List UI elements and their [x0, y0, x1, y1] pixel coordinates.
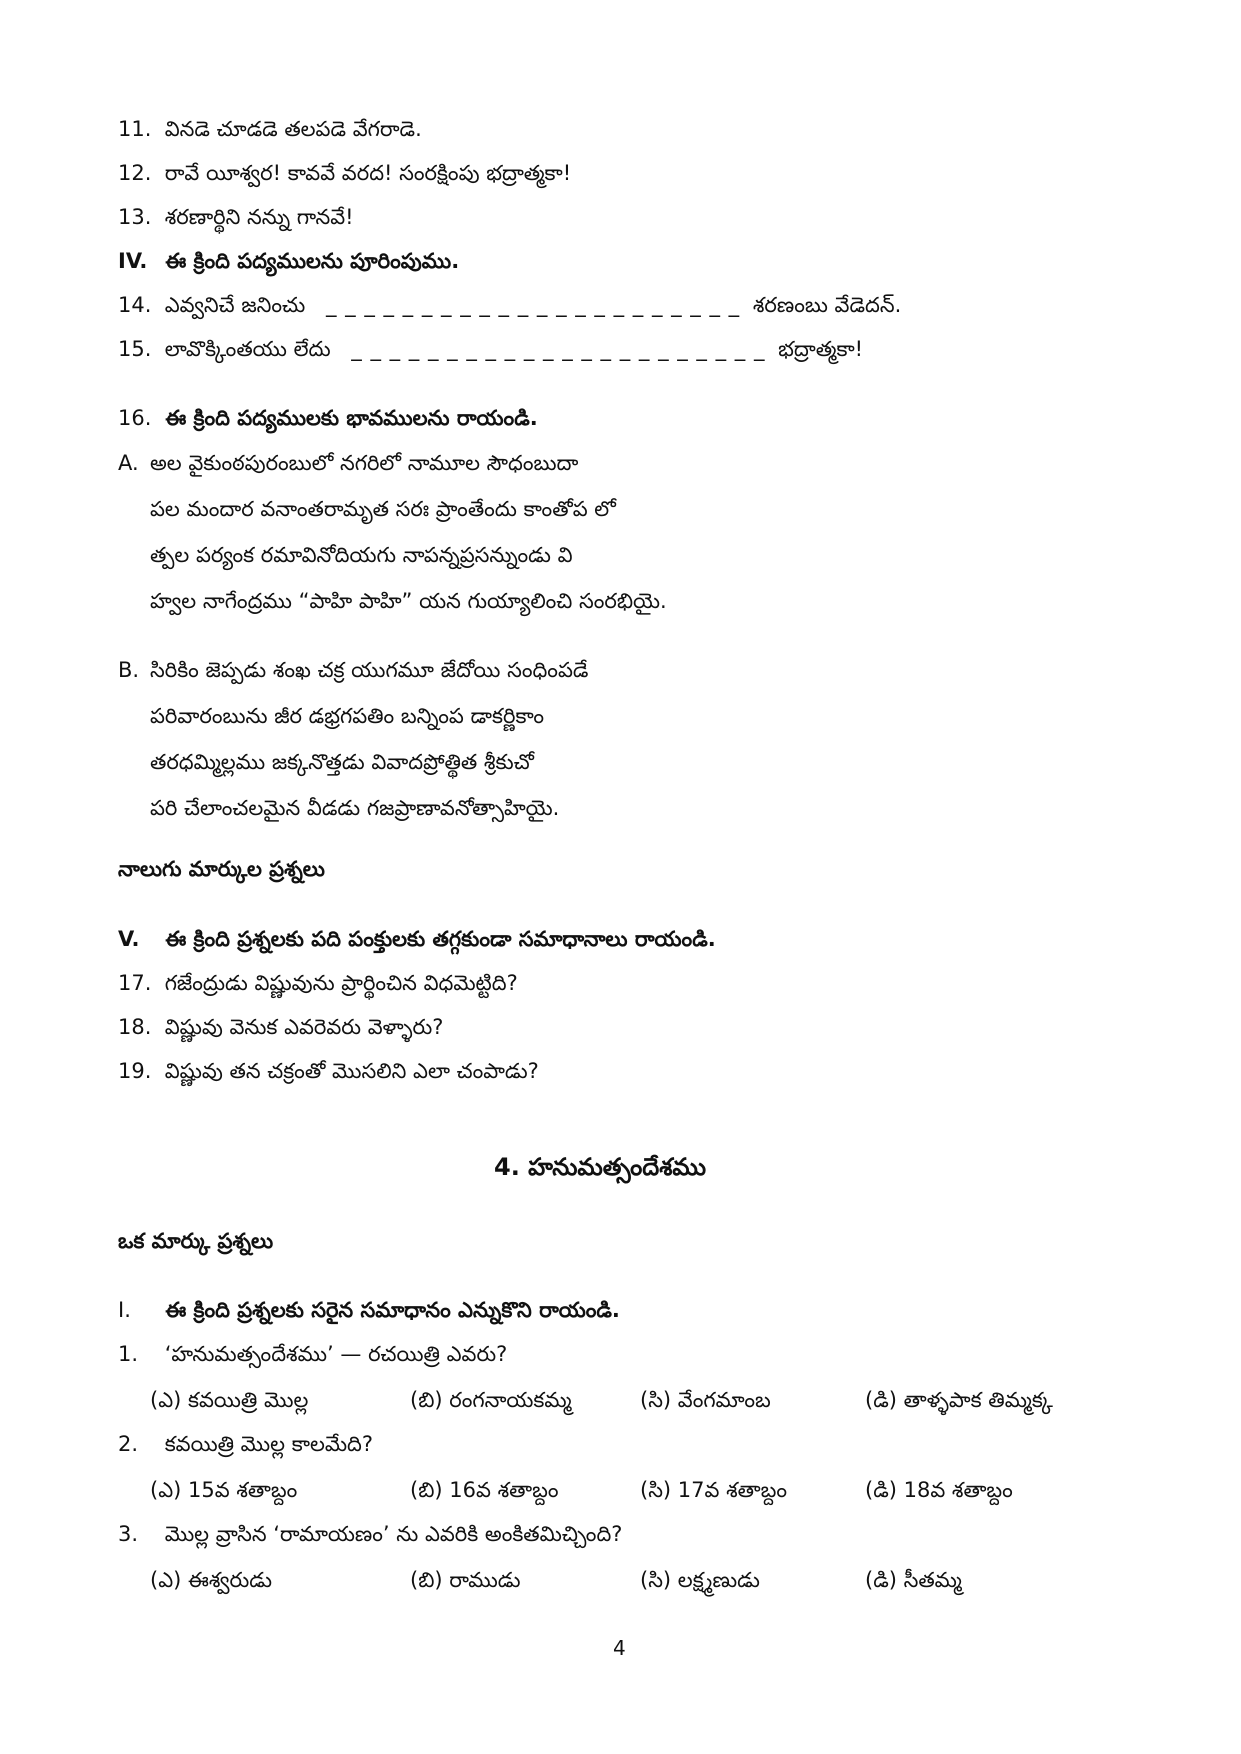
- item-start-text: లావొక్కింతయు లేదు: [164, 337, 331, 361]
- mcq-3-option-d: (డి) సీతమ్మ: [865, 1568, 962, 1592]
- page-number: 4: [613, 1636, 626, 1660]
- fill-blank: _ _ _ _ _ _ _ _ _ _ _ _ _ _ _ _ _ _ _ _ _ _: [351, 337, 766, 361]
- mcq-3-option-a: (ఎ) ఈశ్వరుడు: [150, 1568, 273, 1592]
- mcq-3-option-c: (సి) లక్ష్మణుడు: [640, 1568, 760, 1592]
- poem-b-label: B.: [118, 658, 140, 682]
- item-text: గజేంద్రుడు విష్ణువును ప్రార్థించిన విధమెట్టిది?: [164, 971, 518, 995]
- fill-item-14: [118, 290, 901, 320]
- section-iv-heading: [118, 246, 459, 276]
- mcq-1-option-b: (బి) రంగనాయకమ్మ: [410, 1388, 572, 1412]
- lesson-title: 4. హనుమత్సందేశము: [494, 1153, 707, 1181]
- section-v-heading: [118, 924, 716, 954]
- question-item-11: [118, 114, 422, 144]
- four-marks-heading: నాలుగు మార్కుల ప్రశ్నలు: [118, 857, 325, 881]
- question-title: ఈ క్రింది పద్యములకు భావములను రాయండి.: [165, 406, 538, 430]
- question-item-12: [118, 158, 571, 188]
- question-item-18: [118, 1012, 443, 1042]
- item-number: 19.: [118, 1059, 152, 1083]
- poem-a-line-2: పల మందార వనాంతరామృత సరః ప్రాంతేందు కాంతోప లో: [150, 497, 616, 521]
- mcq-3-option-b: (బి) రాముడు: [410, 1568, 521, 1592]
- one-mark-heading: ఒక మార్కు ప్రశ్నలు: [118, 1229, 274, 1253]
- section-i-heading: [118, 1295, 620, 1325]
- section-title: ఈ క్రింది ప్రశ్నలకు పది పంక్తులకు తగ్గకుండా సమాధానాలు రాయండి.: [165, 927, 716, 951]
- mcq-2-option-b: (బి) 16వ శతాబ్దం: [410, 1478, 559, 1502]
- item-number: 13.: [118, 205, 152, 229]
- question-item-17: [118, 968, 518, 998]
- mcq-question-2: [118, 1429, 373, 1459]
- mcq-2-option-d: (డి) 18వ శతాబ్దం: [865, 1478, 1013, 1502]
- mcq-question-1: [118, 1339, 507, 1369]
- question-text: కవయిత్రి మొల్ల కాలమేది?: [164, 1432, 374, 1456]
- mcq-1-option-c: (సి) వేంగమాంబ: [640, 1388, 771, 1412]
- item-number: 16.: [118, 406, 152, 430]
- section-title: ఈ క్రింది పద్యములను పూరింపుము.: [165, 249, 460, 273]
- poem-b-line-3: తరధమ్మిల్లము జక్కనొత్తడు వివాదప్రోత్థిత శ్రీకుచో: [150, 750, 534, 774]
- item-number: 11.: [118, 117, 152, 141]
- item-number: 1.: [118, 1342, 139, 1366]
- question-text: మొల్ల వ్రాసిన ‘రామాయణం’ ను ఎవరికి అంకితమిచ్చింది?: [164, 1522, 623, 1546]
- item-text: విష్ణువు వెనుక ఎవరెవరు వెళ్ళారు?: [164, 1015, 444, 1039]
- item-number: 14.: [118, 293, 152, 317]
- question-item-13: [118, 202, 354, 232]
- item-number: 18.: [118, 1015, 152, 1039]
- section-title: ఈ క్రింది ప్రశ్నలకు సరైన సమాధానం ఎన్నుకొని రాయండి.: [165, 1298, 620, 1322]
- poem-a-label: A.: [118, 451, 139, 475]
- fill-blank: _ _ _ _ _ _ _ _ _ _ _ _ _ _ _ _ _ _ _ _ _ _: [325, 293, 741, 317]
- mcq-2-option-a: (ఎ) 15వ శతాబ్దం: [150, 1478, 298, 1502]
- poem-b-line-4: పరి చేలాంచలమైన వీడడు గజప్రాణావనోత్సాహియై.: [150, 796, 560, 820]
- mcq-1-option-a: (ఎ) కవయిత్రి మొల్ల: [150, 1388, 309, 1412]
- question-16-heading: [118, 403, 538, 433]
- question-item-19: [118, 1056, 539, 1086]
- item-number: 3.: [118, 1522, 139, 1546]
- item-text: రావే యీశ్వర! కావవే వరద! సంరక్షింపు భద్రాత్మకా!: [164, 161, 572, 185]
- mcq-2-option-c: (సి) 17వ శతాబ్దం: [640, 1478, 788, 1502]
- item-text: వినడె చూడడె తలపడె వేగరాడె.: [164, 117, 422, 141]
- mcq-question-3: [118, 1519, 622, 1549]
- item-number: 15.: [118, 337, 152, 361]
- item-end-text: భద్రాత్మకా!: [778, 337, 864, 361]
- item-number: 17.: [118, 971, 152, 995]
- poem-b-line-2: పరివారంబును జీర డభ్రగపతిం బన్నింప డాకర్ణికాం: [150, 704, 545, 728]
- mcq-1-option-d: (డి) తాళ్ళపాక తిమ్మక్క: [865, 1388, 1053, 1412]
- item-text: విష్ణువు తన చక్రంతో మొసలిని ఎలా చంపాడు?: [164, 1059, 539, 1083]
- fill-item-15: [118, 334, 863, 364]
- poem-a-line-4: హ్వల నాగేంద్రము “పాహి పాహి” యన గుయ్యాలించి సంరభియై.: [150, 589, 667, 613]
- section-number: I.: [118, 1298, 131, 1322]
- poem-b-line-1: సిరికిం జెప్పడు శంఖ చక్ర యుగమూ జేదోయి సంధింపడే: [150, 658, 589, 682]
- item-number: 2.: [118, 1432, 139, 1456]
- question-text: ‘హనుమత్సందేశము’ — రచయిత్రి ఎవరు?: [164, 1342, 508, 1366]
- poem-a-line-3: త్పల పర్యంక రమావినోదియగు నాపన్నప్రసన్నుండు వి: [150, 543, 573, 567]
- item-number: 12.: [118, 161, 152, 185]
- section-number: V.: [118, 927, 140, 951]
- section-number: IV.: [118, 249, 148, 273]
- item-start-text: ఎవ్వనిచే జనించు: [164, 293, 306, 317]
- poem-a-line-1: అల వైకుంఠపురంబులో నగరిలో నామూల సౌధంబుదా: [150, 451, 579, 475]
- item-end-text: శరణంబు వేడెదన్.: [752, 293, 902, 317]
- item-text: శరణార్థిని నన్ను గానవే!: [164, 205, 354, 229]
